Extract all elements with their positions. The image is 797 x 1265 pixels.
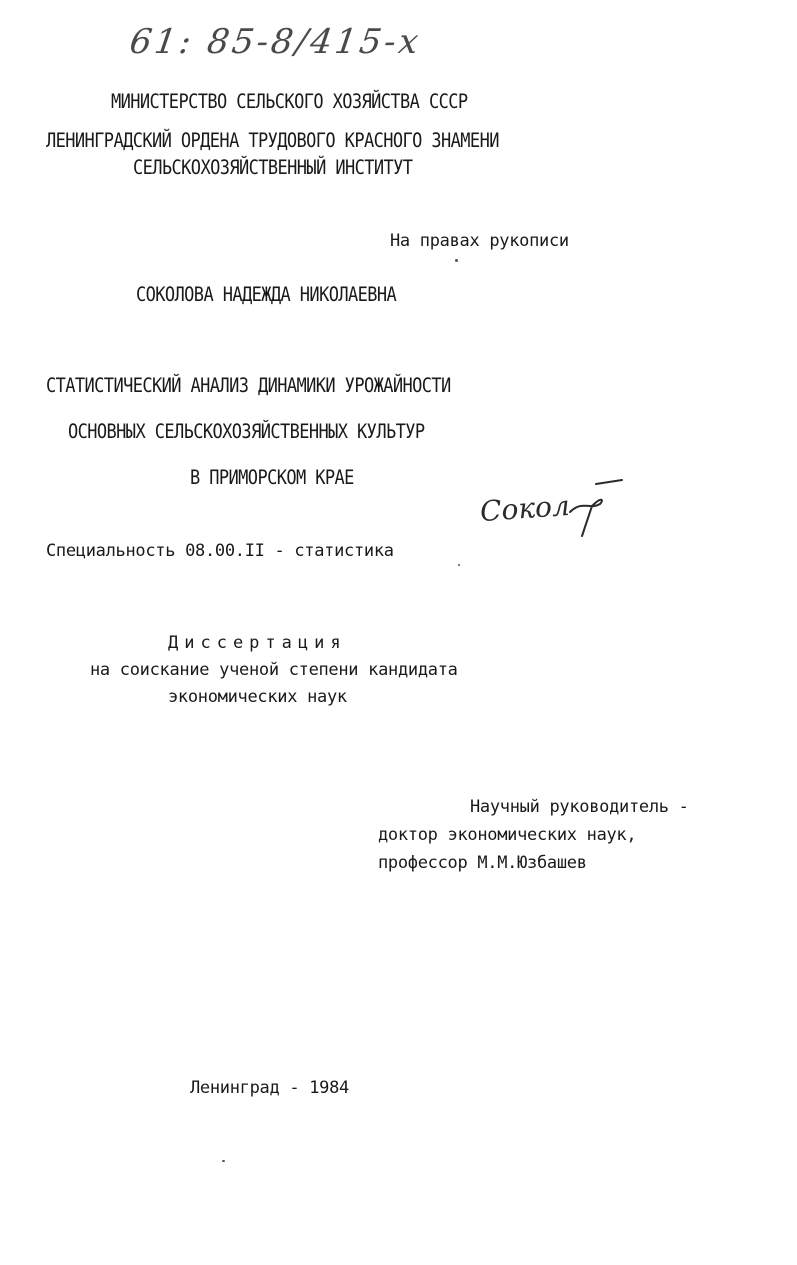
archive-code: 61: 85-8/415-x: [127, 22, 424, 62]
dissertation-field: экономических наук: [168, 687, 347, 707]
title-line3: В ПРИМОРСКОМ КРАЕ: [190, 466, 354, 490]
speck-mark: [458, 564, 460, 566]
ministry-name: МИНИСТЕРСТВО СЕЛЬСКОГО ХОЗЯЙСТВА СССР: [111, 90, 468, 114]
supervisor-title: Научный руководитель -: [470, 797, 689, 817]
title-line2: ОСНОВНЫХ СЕЛЬСКОХОЗЯЙСТВЕННЫХ КУЛЬТУР: [68, 420, 425, 444]
dissertation-label: Диссертация: [168, 633, 347, 653]
specialty: Специальность 08.00.II - статистика: [46, 541, 394, 561]
signature: Сокол: [478, 488, 571, 529]
institute-name-line2: СЕЛЬСКОХОЗЯЙСТВЕННЫЙ ИНСТИТУТ: [133, 156, 413, 180]
speck-mark: [222, 1160, 225, 1162]
institute-name-line1: ЛЕНИНГРАДСКИЙ ОРДЕНА ТРУДОВОГО КРАСНОГО ЗНАМЕНИ: [46, 129, 499, 153]
signature-strokes: [560, 470, 630, 550]
city-year: Ленинград - 1984: [190, 1078, 349, 1098]
title-line1: СТАТИСТИЧЕСКИЙ АНАЛИЗ ДИНАМИКИ УРОЖАЙНОСТИ: [46, 374, 451, 398]
manuscript-rights: На правах рукописи: [390, 231, 569, 251]
dissertation-degree: на соискание ученой степени кандидата: [90, 660, 458, 680]
supervisor-name: профессор М.М.Юзбашев: [378, 853, 587, 873]
speck-mark: [455, 259, 458, 262]
author-name: СОКОЛОВА НАДЕЖДА НИКОЛАЕВНА: [136, 283, 397, 307]
supervisor-degree: доктор экономических наук,: [378, 825, 637, 845]
